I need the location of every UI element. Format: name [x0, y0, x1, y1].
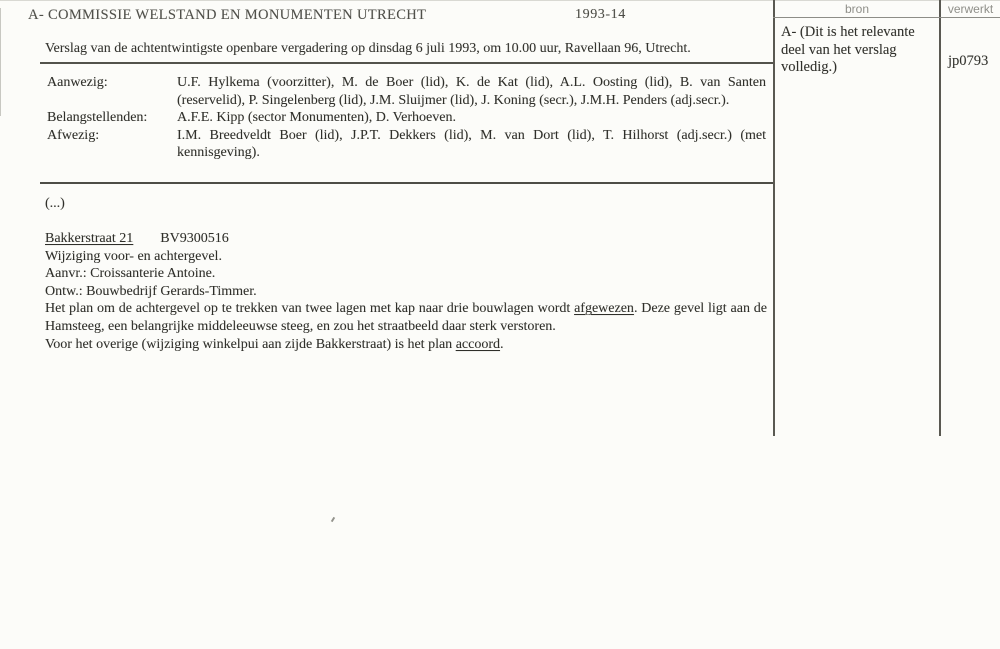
scan-top-edge-line [0, 0, 1000, 1]
attendance-value: A.F.E. Kipp (sector Monumenten), D. Verhoeven. [177, 110, 456, 125]
bron-note-line: deel van het verslag [781, 41, 897, 58]
case-header-line [45, 230, 767, 248]
omitted-content-marker: (...) [45, 196, 65, 211]
attendance-label: Aanwezig: [47, 75, 108, 90]
attendance-row-belangstellenden [47, 109, 766, 127]
case-designer: Ontw.: Bouwbedrijf Gerards-Timmer. [45, 283, 257, 299]
case-number: BV9300516 [160, 231, 229, 246]
decision-text: Voor het overige (wijziging winkelpui aan zijde Bakkerstraat) is het plan [45, 336, 456, 352]
document-number: 1993-14 [575, 7, 626, 22]
decision-text: Het plan om de achtergevel op te trekken van twee lagen met kap naar drie bouwlagen wordt [45, 301, 575, 317]
attendance-list [47, 74, 766, 162]
bron-note-line: A- (Dit is het relevante [781, 24, 915, 40]
section-divider-line [40, 182, 773, 184]
meeting-subtitle: Verslag van de achtentwintigste openbare vergadering op dinsdag 6 juli 1993, om 10.00 uur, Ravellaan 96, Utrecht. [40, 41, 773, 64]
decision-text: . [500, 336, 504, 352]
column-header-verwerkt: verwerkt [947, 2, 994, 16]
attendance-row-aanwezig [47, 74, 766, 109]
decision-text: . Deze gevel ligt aan de Hamsteeg, een belangrijke middeleeuwse steeg, en zou het straatbeeld daar sterk verstoren. [45, 301, 767, 334]
bron-note-line: volledig.) [781, 59, 837, 75]
case-block [45, 230, 767, 353]
scan-left-edge-line [0, 8, 1, 116]
attendance-label: Afwezig: [47, 127, 100, 143]
attendance-row-afwezig [47, 127, 766, 162]
attendance-value: U.F. Hylkema (voorzitter), M. de Boer (lid), K. de Kat (lid), A.L. Oosting (lid), B. van Santen (reservelid), P. Singelenberg (lid), J.M. Sluijmer (lid), J. Koning (secr.), J.M.H. Penders (adj.secr.). [177, 75, 766, 108]
attendance-value: I.M. Breedveldt Boer (lid), J.P.T. Dekkers (lid), M. van Dort (lid), T. Hilhorst (adj.secr.) (met kennisgeving). [177, 127, 766, 160]
registry-table-left-border [773, 0, 775, 436]
attendance-label: Belangstellenden: [47, 110, 148, 125]
case-subject: Wijziging voor- en achtergevel. [45, 248, 222, 264]
registry-table-header-line [773, 17, 1000, 18]
scan-speck [331, 517, 335, 522]
registry-table-column-divider [939, 0, 941, 436]
document-title: A- COMMISSIE WELSTAND EN MONUMENTEN UTRECHT [28, 7, 427, 23]
decision-word-afgewezen: afgewezen [574, 301, 634, 317]
column-header-bron: bron [844, 2, 870, 16]
case-address: Bakkerstraat 21 [45, 231, 134, 246]
decision-word-accoord: accoord [455, 336, 500, 352]
decision-paragraph-1 [45, 300, 767, 335]
bron-note [781, 24, 939, 77]
case-applicant: Aanvr.: Croissanterie Antoine. [45, 266, 216, 282]
verwerkt-code: jp0793 [948, 53, 989, 69]
decision-paragraph-2 [45, 336, 767, 354]
